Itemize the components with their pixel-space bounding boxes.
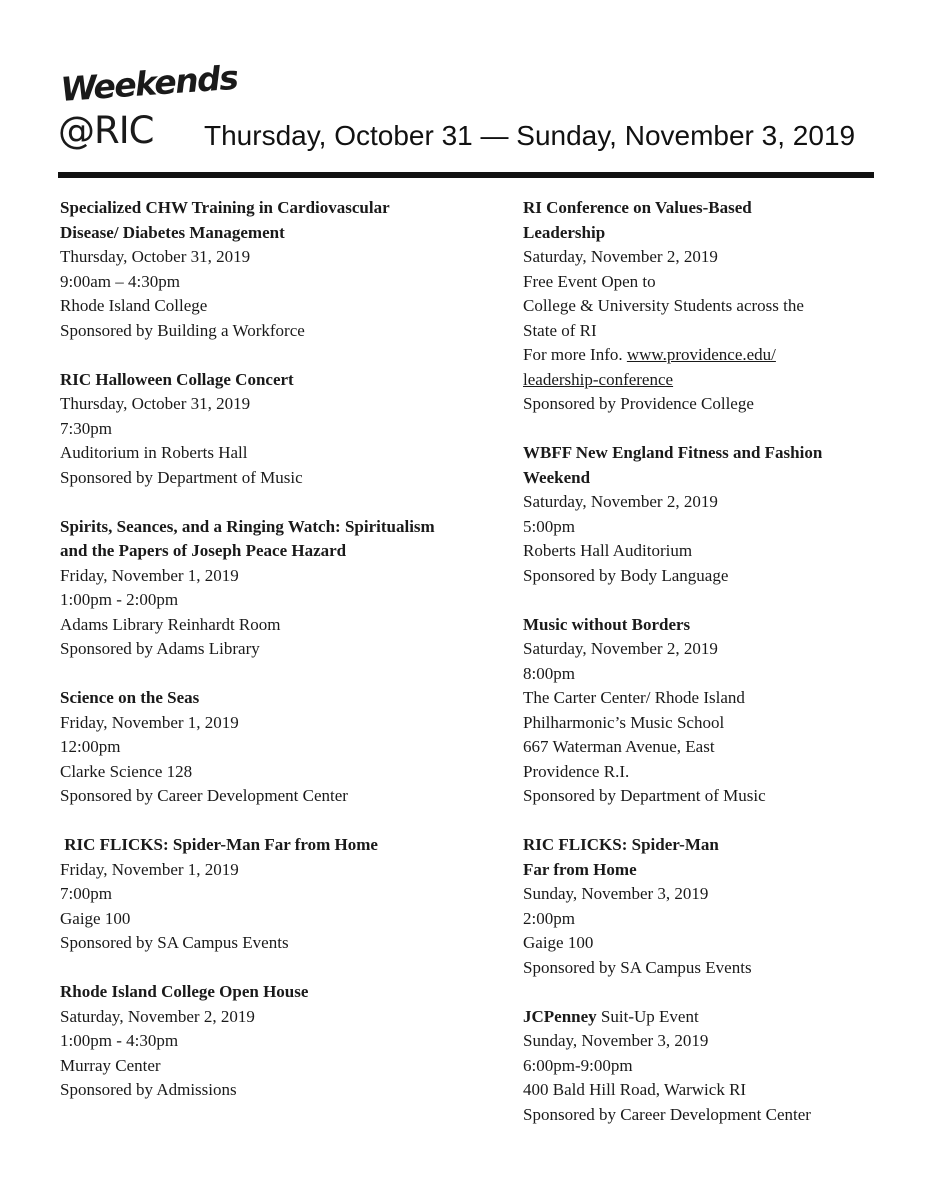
- weekends-ric-logo: [58, 57, 239, 160]
- more-info-label: For more Info.: [523, 345, 627, 364]
- event-open-house: [60, 980, 420, 1103]
- header-divider: [58, 172, 874, 178]
- event-time: 7:00pm: [60, 884, 112, 903]
- event-wbff-fitness: [523, 441, 873, 588]
- event-location: Adams Library Reinhardt Room: [60, 614, 281, 634]
- event-title: RIC FLICKS: Spider-Man: [523, 835, 719, 854]
- event-title-rest: Suit-Up Event: [596, 1006, 699, 1026]
- event-address: Providence R.I.: [523, 761, 630, 781]
- event-values-based-leadership: [523, 196, 833, 417]
- conference-link[interactable]: www.providence.edu/: [626, 345, 776, 364]
- event-date: Saturday, November 2, 2019: [523, 492, 718, 511]
- event-time: 7:30pm: [60, 418, 112, 438]
- event-more-info: [523, 343, 833, 368]
- event-chw-training: [60, 196, 450, 343]
- logo-ric-text: @RIC: [58, 109, 154, 152]
- event-title: RI Conference on Values-Based Leadership: [523, 198, 756, 242]
- event-note: College & University Students across the: [523, 296, 804, 315]
- event-title: Music without Borders: [523, 614, 691, 634]
- event-sponsor: Sponsored by SA Campus Events: [60, 933, 289, 952]
- event-title: RIC Halloween Collage Concert: [60, 369, 294, 389]
- event-location: Murray Center: [60, 1055, 161, 1075]
- event-ric-flicks-sunday: [523, 833, 883, 980]
- event-title-cont: Far from Home: [523, 859, 637, 879]
- event-title: RIC FLICKS: Spider-Man Far from Home: [60, 835, 378, 854]
- right-event-column: [523, 196, 883, 1152]
- event-sponsor: Sponsored by Career Development Center: [60, 786, 348, 805]
- event-music-without-borders: [523, 613, 883, 809]
- event-sponsor: Sponsored by Providence College: [523, 394, 754, 413]
- event-date: Saturday, November 2, 2019: [523, 639, 718, 658]
- event-time: 9:00am – 4:30pm: [60, 271, 180, 291]
- event-time: 1:00pm - 4:30pm: [60, 1031, 179, 1050]
- date-range-heading: Thursday, October 31 — Sunday, November 3, 2019: [204, 120, 856, 151]
- event-location: Clarke Science 128: [60, 761, 193, 781]
- event-halloween-concert: [60, 368, 420, 491]
- event-location: The Carter Center/ Rhode Island: [523, 688, 745, 707]
- event-sponsor: Sponsored by Career Development Center: [523, 1104, 811, 1124]
- event-time: 2:00pm: [523, 908, 575, 928]
- event-science-on-the-seas: [60, 686, 420, 809]
- event-date: Sunday, November 3, 2019: [523, 1031, 709, 1050]
- event-location: Philharmonic’s Music School: [523, 712, 725, 732]
- event-location: Gaige 100: [60, 908, 131, 928]
- event-title: [523, 1005, 883, 1030]
- left-event-column: [60, 196, 439, 1127]
- event-sponsor: Sponsored by Building a Workforce: [60, 320, 305, 340]
- event-time: 12:00pm: [60, 737, 121, 756]
- event-title: Specialized CHW Training in Cardiovascular Disease/ Diabetes Management: [60, 198, 394, 242]
- event-sponsor: Sponsored by Admissions: [60, 1080, 237, 1099]
- event-title: WBFF New England Fitness and Fashion Weekend: [523, 443, 827, 487]
- event-ric-flicks-friday: [60, 833, 420, 956]
- event-time: 6:00pm-9:00pm: [523, 1055, 633, 1075]
- event-sponsor: Sponsored by Body Language: [523, 565, 729, 585]
- event-spirits-seances: [60, 515, 439, 662]
- event-date: Thursday, October 31, 2019: [60, 394, 251, 413]
- event-date: Thursday, October 31, 2019: [60, 247, 251, 266]
- event-date: Friday, November 1, 2019: [60, 712, 239, 732]
- event-note: State of RI: [523, 320, 597, 340]
- event-date: Saturday, November 2, 2019: [523, 247, 718, 266]
- event-date: Saturday, November 2, 2019: [60, 1006, 255, 1026]
- event-sponsor: Sponsored by Adams Library: [60, 639, 260, 658]
- event-jcpenney-suit-up: [523, 1005, 883, 1128]
- event-title: Science on the Seas: [60, 688, 200, 707]
- event-location: Rhode Island College: [60, 296, 208, 315]
- logo-weekends-text: Weekends: [59, 57, 239, 109]
- event-time: 5:00pm: [523, 516, 575, 536]
- event-time: 8:00pm: [523, 663, 575, 683]
- event-time: 1:00pm - 2:00pm: [60, 590, 179, 609]
- event-date: Sunday, November 3, 2019: [523, 884, 709, 903]
- event-more-info-cont: [523, 368, 833, 393]
- event-note: Free Event Open to: [523, 271, 656, 291]
- event-title: Spirits, Seances, and a Ringing Watch: Spiritualism and the Papers of Joseph Peace Hazard: [60, 516, 439, 560]
- event-title: Rhode Island College Open House: [60, 982, 309, 1001]
- event-sponsor: Sponsored by Department of Music: [523, 786, 766, 805]
- event-title-brand: JCPenney: [523, 1006, 597, 1026]
- event-location: Roberts Hall Auditorium: [523, 541, 693, 560]
- event-address: 667 Waterman Avenue, East: [523, 737, 715, 756]
- event-location: Gaige 100: [523, 933, 594, 952]
- event-date: Friday, November 1, 2019: [60, 859, 239, 879]
- conference-link-cont[interactable]: leadership-conference: [523, 369, 674, 389]
- event-sponsor: Sponsored by SA Campus Events: [523, 957, 752, 977]
- event-sponsor: Sponsored by Department of Music: [60, 467, 303, 487]
- event-location: Auditorium in Roberts Hall: [60, 443, 248, 462]
- event-location: 400 Bald Hill Road, Warwick RI: [523, 1080, 747, 1099]
- event-date: Friday, November 1, 2019: [60, 565, 239, 585]
